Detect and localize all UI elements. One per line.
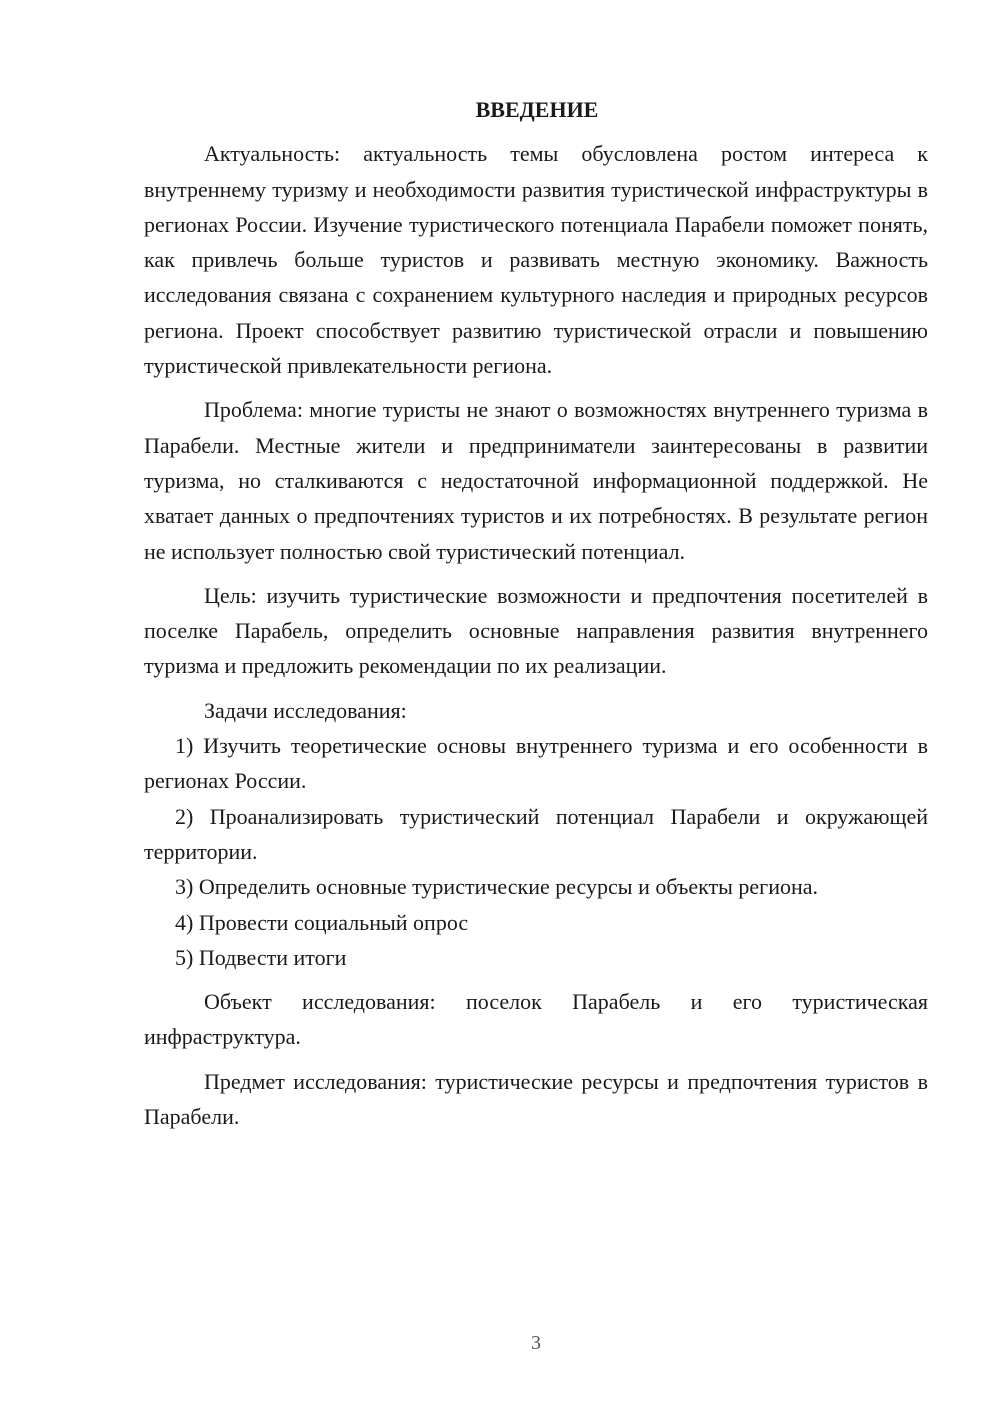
task-item: 5) Подвести итоги — [175, 944, 347, 970]
subject-paragraph: Предмет исследования: туристические ресурсы и предпочтения туристов в Парабели. — [144, 1068, 928, 1130]
document-page — [144, 92, 928, 1134]
object-paragraph: Объект исследования: поселок Парабель и его туристическая инфраструктура. — [144, 989, 928, 1050]
problem-paragraph: Проблема: многие туристы не знают о возможностях внутреннего туризма в Парабели. Местные жители и предприниматели заинтересованы в развитии туризма, но сталкиваются с недостаточной информационной поддержкой. Не хватает данных о предпочтениях туристов и их потребностях. В результате регион не использует полностью свой туристический потенциал. — [144, 397, 928, 564]
task-item: 4) Провести социальный опрос — [175, 909, 469, 935]
relevance-paragraph: Актуальность: актуальность темы обусловлена ростом интереса к внутреннему туризму и необходимости развития туристической инфраструктуры в регионах России. Изучение туристического потенциала Парабели поможет понять, как привлечь больше туристов и развивать местную экономику. Важность исследования связана с сохранением культурного наследия и природных ресурсов региона. Проект способствует развитию туристической отрасли и повышению туристической привлекательности региона. — [144, 141, 928, 379]
goal-paragraph: Цель: изучить туристические возможности и предпочтения посетителей в поселке Парабель, определить основные направления развития внутреннего туризма и предложить рекомендации по их реализации. — [144, 582, 928, 679]
task-item: 2) Проанализировать туристический потенциал Парабели и окружающей территории. — [144, 803, 928, 864]
page-number: 3 — [531, 1332, 541, 1354]
page-title: ВВЕДЕНИЕ — [475, 97, 599, 122]
task-item: 1) Изучить теоретические основы внутреннего туризма и его особенности в регионах России. — [144, 733, 928, 794]
task-item: 3) Определить основные туристические ресурсы и объекты региона. — [175, 874, 819, 900]
tasks-heading: Задачи исследования: — [204, 697, 407, 723]
